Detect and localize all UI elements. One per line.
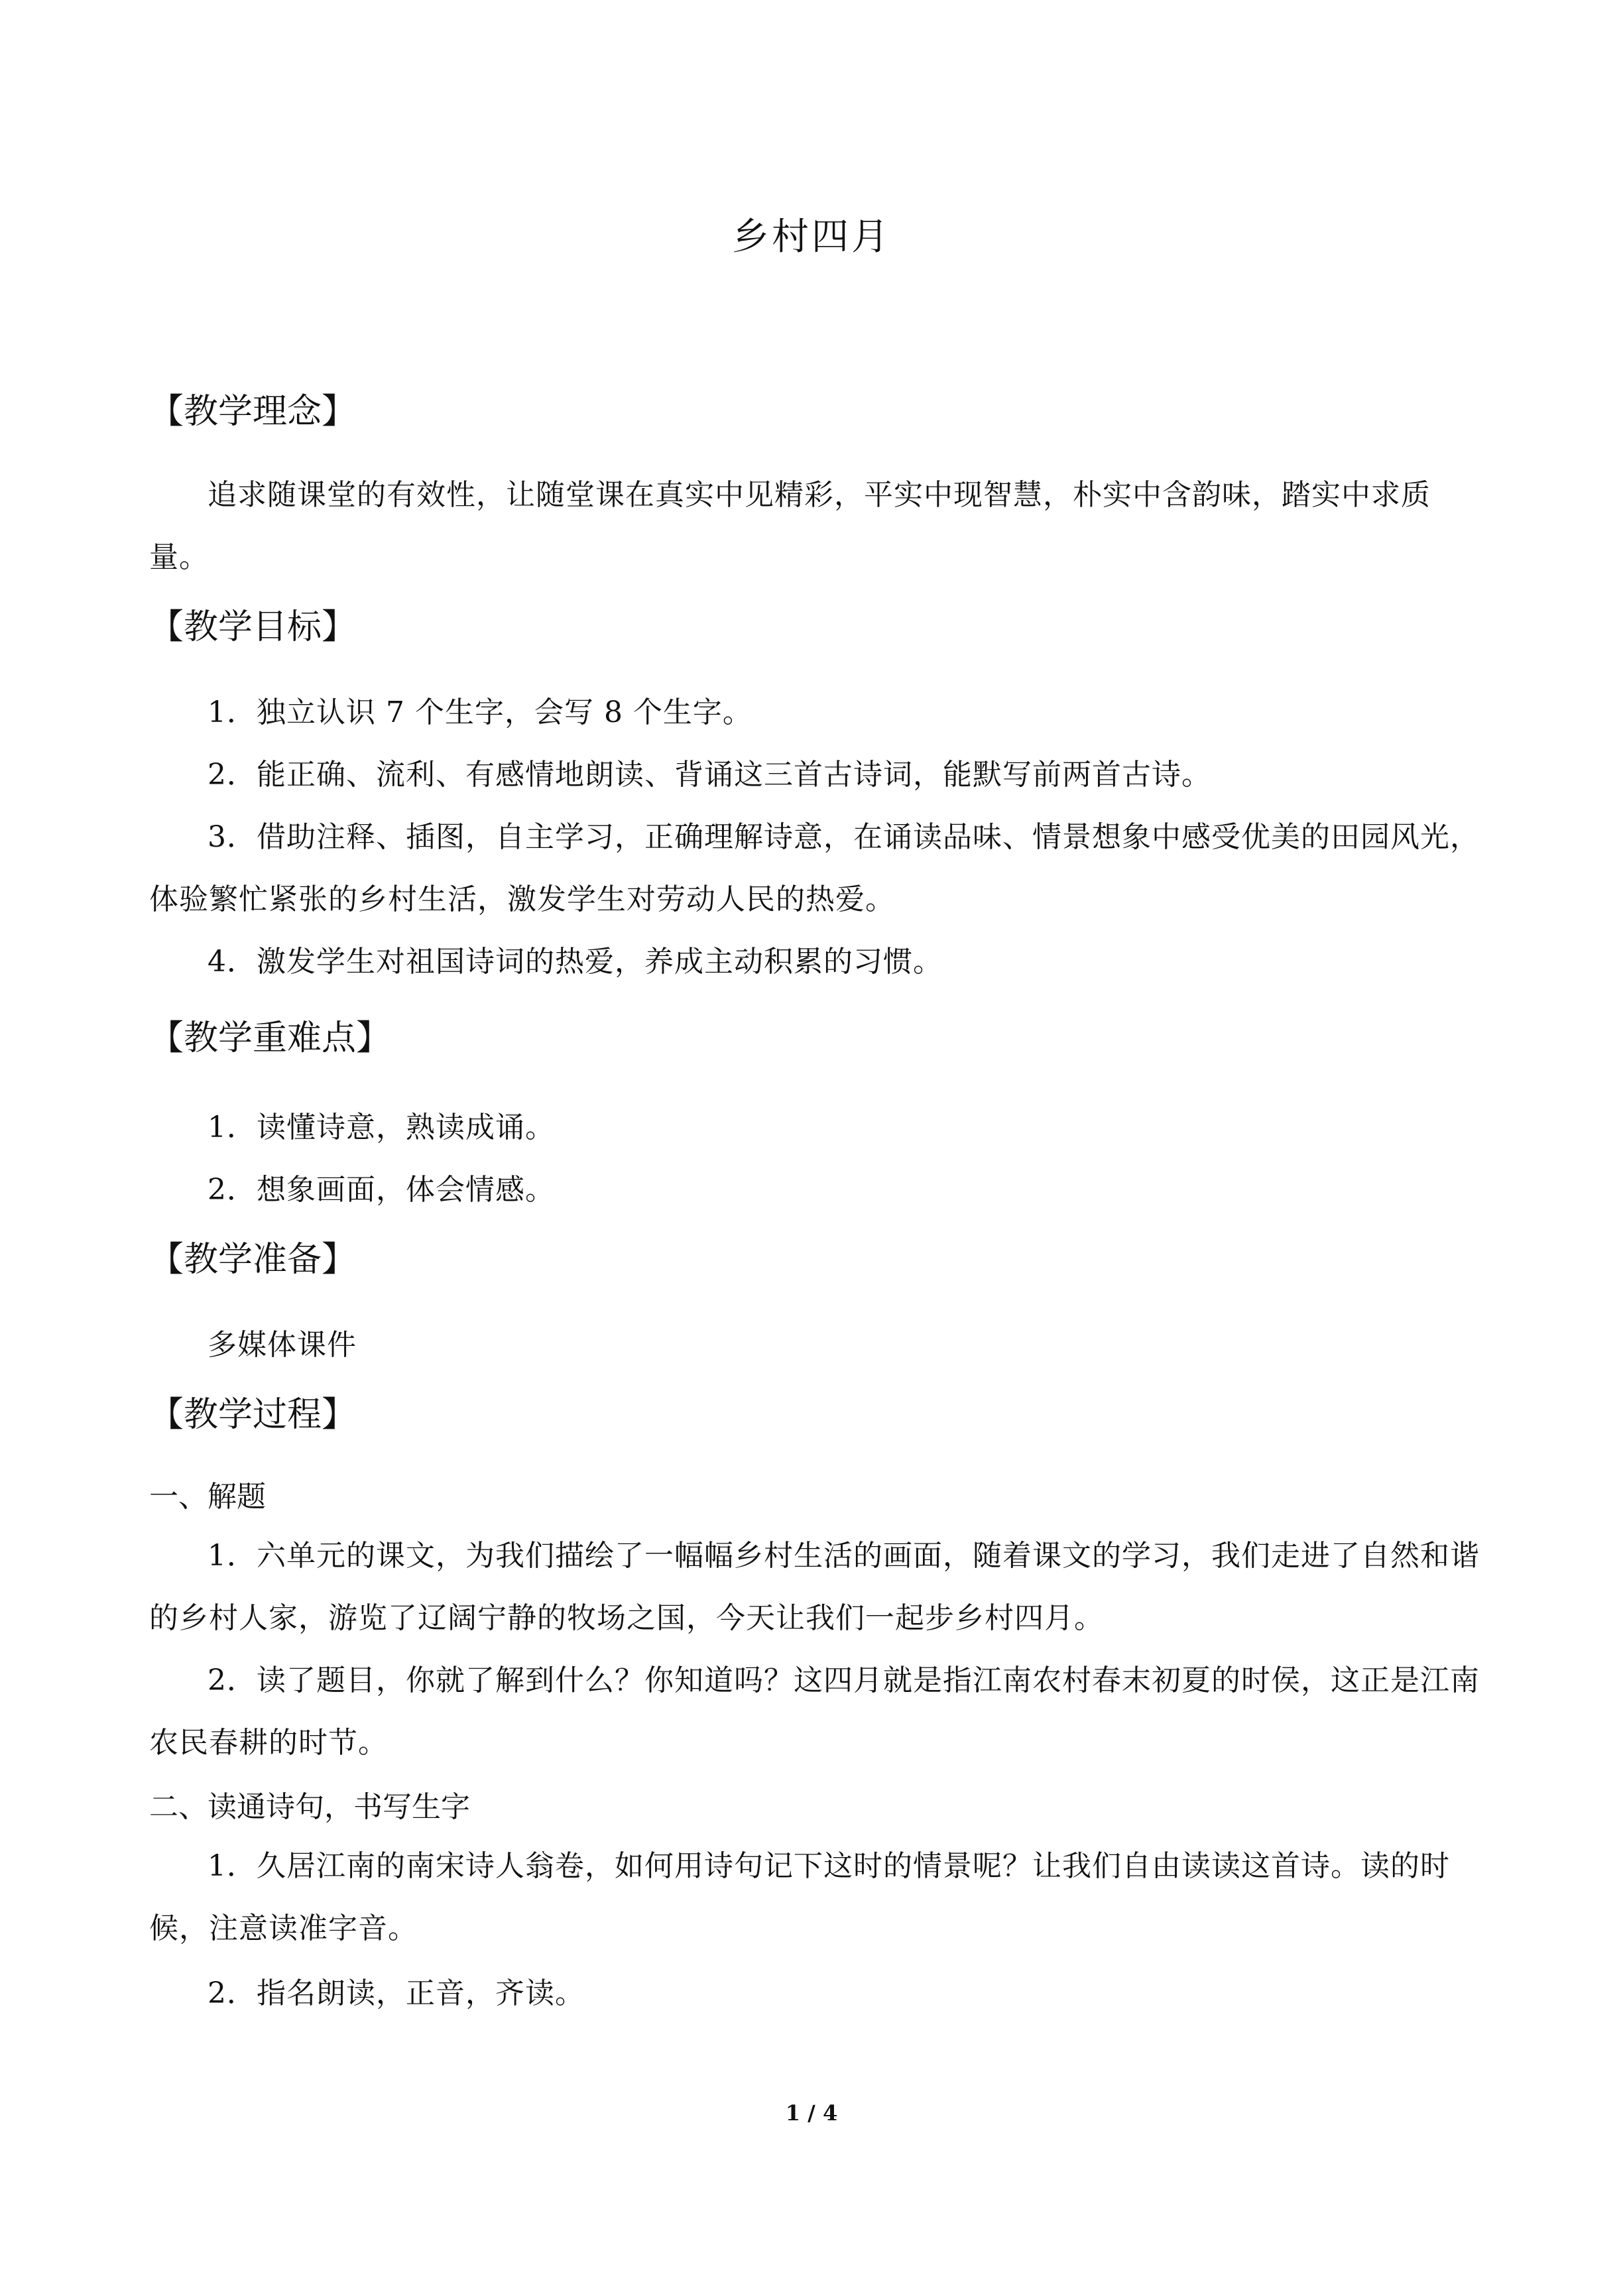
heading-teaching-process: 【教学过程】 [149, 1395, 357, 1435]
page-number: 1 / 4 [785, 2100, 838, 2126]
goal-item-4: 4．激发学生对祖国诗词的热爱，养成主动积累的习惯。 [208, 945, 943, 979]
process-part-1-item-2: 2．读了题目，你就了解到什么？你知道吗？这四月就是指江南农村春末初夏的时侯，这正是江南农民春耕的时节。 [149, 1663, 1480, 1760]
paragraph-preparation: 多媒体课件 [208, 1328, 357, 1362]
heading-teaching-concept: 【教学理念】 [149, 392, 357, 432]
heading-teaching-goals: 【教学目标】 [149, 607, 357, 647]
paragraph-teaching-concept: 追求随课堂的有效性，让随堂课在真实中见精彩，平实中现智慧，朴实中含韵味，踏实中求质量。 [149, 478, 1431, 574]
heading-key-points: 【教学重难点】 [149, 1018, 391, 1058]
document-title: 乡村四月 [732, 215, 891, 259]
process-part-2-item-1: 1．久居江南的南宋诗人翁卷，如何用诗句记下这时的情景呢？让我们自由读读这首诗。读的时候，注意读准字音。 [149, 1849, 1450, 1945]
process-part-1-label: 一、解题 [149, 1480, 266, 1514]
process-part-2-label: 二、读通诗句，书写生字 [149, 1790, 470, 1824]
goal-item-3: 3．借助注释、插图，自主学习，正确理解诗意，在诵读品味、情景想象中感受优美的田园风光，体验繁忙紧张的乡村生活，激发学生对劳动人民的热爱。 [149, 820, 1480, 916]
heading-preparation: 【教学准备】 [149, 1240, 357, 1280]
goal-item-1: 1．独立认识 7 个生字，会写 8 个生字。 [208, 695, 752, 729]
goal-item-2: 2．能正确、流利、有感情地朗读、背诵这三首古诗词，能默写前两首古诗。 [208, 758, 1211, 792]
process-part-1-item-1: 1．六单元的课文，为我们描绘了一幅幅乡村生活的画面，随着课文的学习，我们走进了自然和谐的乡村人家，游览了辽阔宁静的牧场之国，今天让我们一起步乡村四月。 [149, 1539, 1480, 1635]
key-point-item-1: 1．读懂诗意，熟读成诵。 [208, 1111, 555, 1144]
key-point-item-2: 2．想象画面，体会情感。 [208, 1173, 555, 1207]
process-part-2-item-2: 2．指名朗读，正音，齐读。 [208, 1976, 585, 2010]
